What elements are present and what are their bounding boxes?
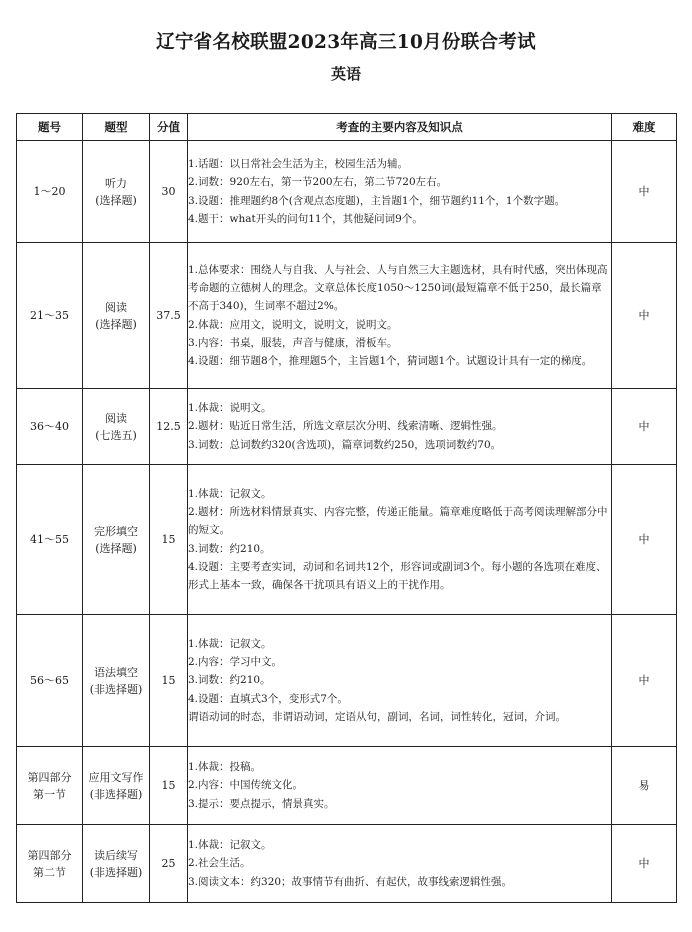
difficulty: 中: [612, 141, 677, 243]
question-type: [83, 243, 150, 389]
difficulty: 中: [612, 465, 677, 615]
content-line: 3.设题：推理题约8个(含观点态度题)，主旨题1个，细节题约11个，1个数字题。: [188, 194, 566, 207]
content-cell: [188, 389, 612, 465]
table-row: [17, 141, 677, 243]
score: 30: [150, 141, 188, 243]
section-name: 第四部分: [27, 770, 72, 784]
type-name: 阅读: [105, 300, 127, 314]
type-name: 应用文写作: [88, 770, 144, 784]
table-header-row: [17, 114, 677, 141]
content-line: 2.词数：920左右，第一节200左右，第二节720左右。: [188, 176, 448, 189]
type-kind: (选择题): [95, 541, 137, 555]
score: 25: [150, 825, 188, 903]
question-number: [17, 747, 83, 825]
content-line: 2.体裁：应用文，说明文，说明文，说明文。: [188, 318, 398, 331]
table-row: [17, 615, 677, 747]
content-line: 1.话题：以日常社会生活为主，校园生活为辅。: [188, 158, 409, 171]
content-cell: [188, 465, 612, 615]
score: 15: [150, 747, 188, 825]
content-line: 3.词数：总词数约320(含选项)，篇章词数约250，选项词数约70。: [188, 438, 502, 451]
content-line: 2.题材：贴近日常生活，所选文章层次分明、线索清晰、逻辑性强。: [188, 420, 503, 433]
score: 12.5: [150, 389, 188, 465]
content-line: 1.体裁：说明文。: [188, 402, 272, 415]
difficulty: 中: [612, 243, 677, 389]
type-name: 语法填空: [94, 665, 138, 679]
question-type: [83, 465, 150, 615]
type-kind: (非选择题): [89, 682, 143, 696]
header-content: 考查的主要内容及知识点: [188, 114, 612, 141]
question-number: 41～55: [17, 465, 83, 615]
section-part: 第二节: [33, 865, 66, 879]
content-line: 4.设题：直填式3个，变形式7个。: [188, 692, 348, 705]
content-line: 3.提示：要点提示，情景真实。: [188, 797, 335, 810]
content-line: 4.设题：主要考查实词，动词和名词共12个，形容词或副词3个。每小题的各选项在难度、形式上基本一致，确保各干扰项具有语义上的干扰作用。: [188, 560, 607, 591]
content-line: 1.体裁：记叙文。: [188, 839, 272, 852]
type-kind: (七选五): [95, 428, 137, 442]
content-line: 3.词数：约210。: [188, 542, 271, 555]
content-cell: [188, 615, 612, 747]
question-number: 21～35: [17, 243, 83, 389]
header-difficulty: 难度: [612, 114, 677, 141]
content-line: 1.总体要求：围绕人与自我、人与社会、人与自然三大主题选材，具有时代感，突出体现高考命题的立德树人的理念。文章总体长度1050～1250词(最短篇章不低于250，最长篇章不高于340)，生词率不超过2%。: [188, 263, 608, 313]
table-row: [17, 465, 677, 615]
table-row: [17, 747, 677, 825]
type-name: 完形填空: [94, 524, 138, 538]
exam-analysis-table: [16, 113, 677, 903]
table-row: [17, 389, 677, 465]
difficulty: 易: [612, 747, 677, 825]
content-line: 1.体裁：记叙文。: [188, 637, 272, 650]
content-cell: [188, 141, 612, 243]
content-line: 2.内容：学习中文。: [188, 656, 283, 669]
header-number: 题号: [17, 114, 83, 141]
content-line: 2.内容：中国传统文化。: [188, 779, 304, 792]
score: 15: [150, 465, 188, 615]
content-cell: [188, 747, 612, 825]
type-name: 读后续写: [94, 848, 138, 862]
section-name: 第四部分: [27, 848, 72, 862]
subject-title: 英语: [330, 65, 361, 83]
content-line: 1.体裁：投稿。: [188, 761, 262, 774]
question-type: [83, 615, 150, 747]
question-type: [83, 389, 150, 465]
score: 37.5: [150, 243, 188, 389]
type-kind: (选择题): [95, 317, 137, 331]
type-name: 听力: [105, 176, 127, 190]
content-line: 2.题材：所选材料情景真实、内容完整，传递正能量。篇章难度略低于高考阅读理解部分中的短文。: [188, 506, 608, 537]
type-kind: (选择题): [95, 193, 137, 207]
question-type: [83, 825, 150, 903]
content-line: 3.阅读文本：约320；故事情节有曲折、有起伏，故事线索逻辑性强。: [188, 875, 513, 888]
difficulty: 中: [612, 615, 677, 747]
question-number: 1～20: [17, 141, 83, 243]
score: 15: [150, 615, 188, 747]
content-line: 1.体裁：记叙文。: [188, 487, 272, 500]
content-line: 4.设题：细节题8个，推理题5个，主旨题1个，猜词题1个。试题设计具有一定的梯度。: [188, 354, 593, 367]
question-type: [83, 747, 150, 825]
difficulty: 中: [612, 825, 677, 903]
header-score: 分值: [150, 114, 188, 141]
content-line: 3.词数：约210。: [188, 674, 271, 687]
table-row: [17, 243, 677, 389]
header-type: 题型: [83, 114, 150, 141]
question-number: [17, 825, 83, 903]
question-number: 36～40: [17, 389, 83, 465]
content-line: 谓语动词的时态，非谓语动词，定语从句，副词，名词，词性转化，冠词，介词。: [188, 710, 566, 723]
question-number: 56～65: [17, 615, 83, 747]
difficulty: 中: [612, 389, 677, 465]
content-line: 3.内容：书桌，服装，声音与健康，滑板车。: [188, 336, 398, 349]
type-kind: (非选择题): [89, 787, 143, 801]
type-name: 阅读: [105, 411, 127, 425]
content-cell: [188, 243, 612, 389]
question-type: [83, 141, 150, 243]
section-part: 第一节: [33, 787, 66, 801]
content-line: 2.社会生活。: [188, 857, 251, 870]
content-line: 4.题干：what开头的问句11个，其他疑问词9个。: [188, 212, 423, 225]
content-cell: [188, 825, 612, 903]
type-kind: (非选择题): [89, 865, 143, 879]
table-row: [17, 825, 677, 903]
exam-title: 辽宁省名校联盟2023年高三10月份联合考试: [156, 32, 536, 53]
